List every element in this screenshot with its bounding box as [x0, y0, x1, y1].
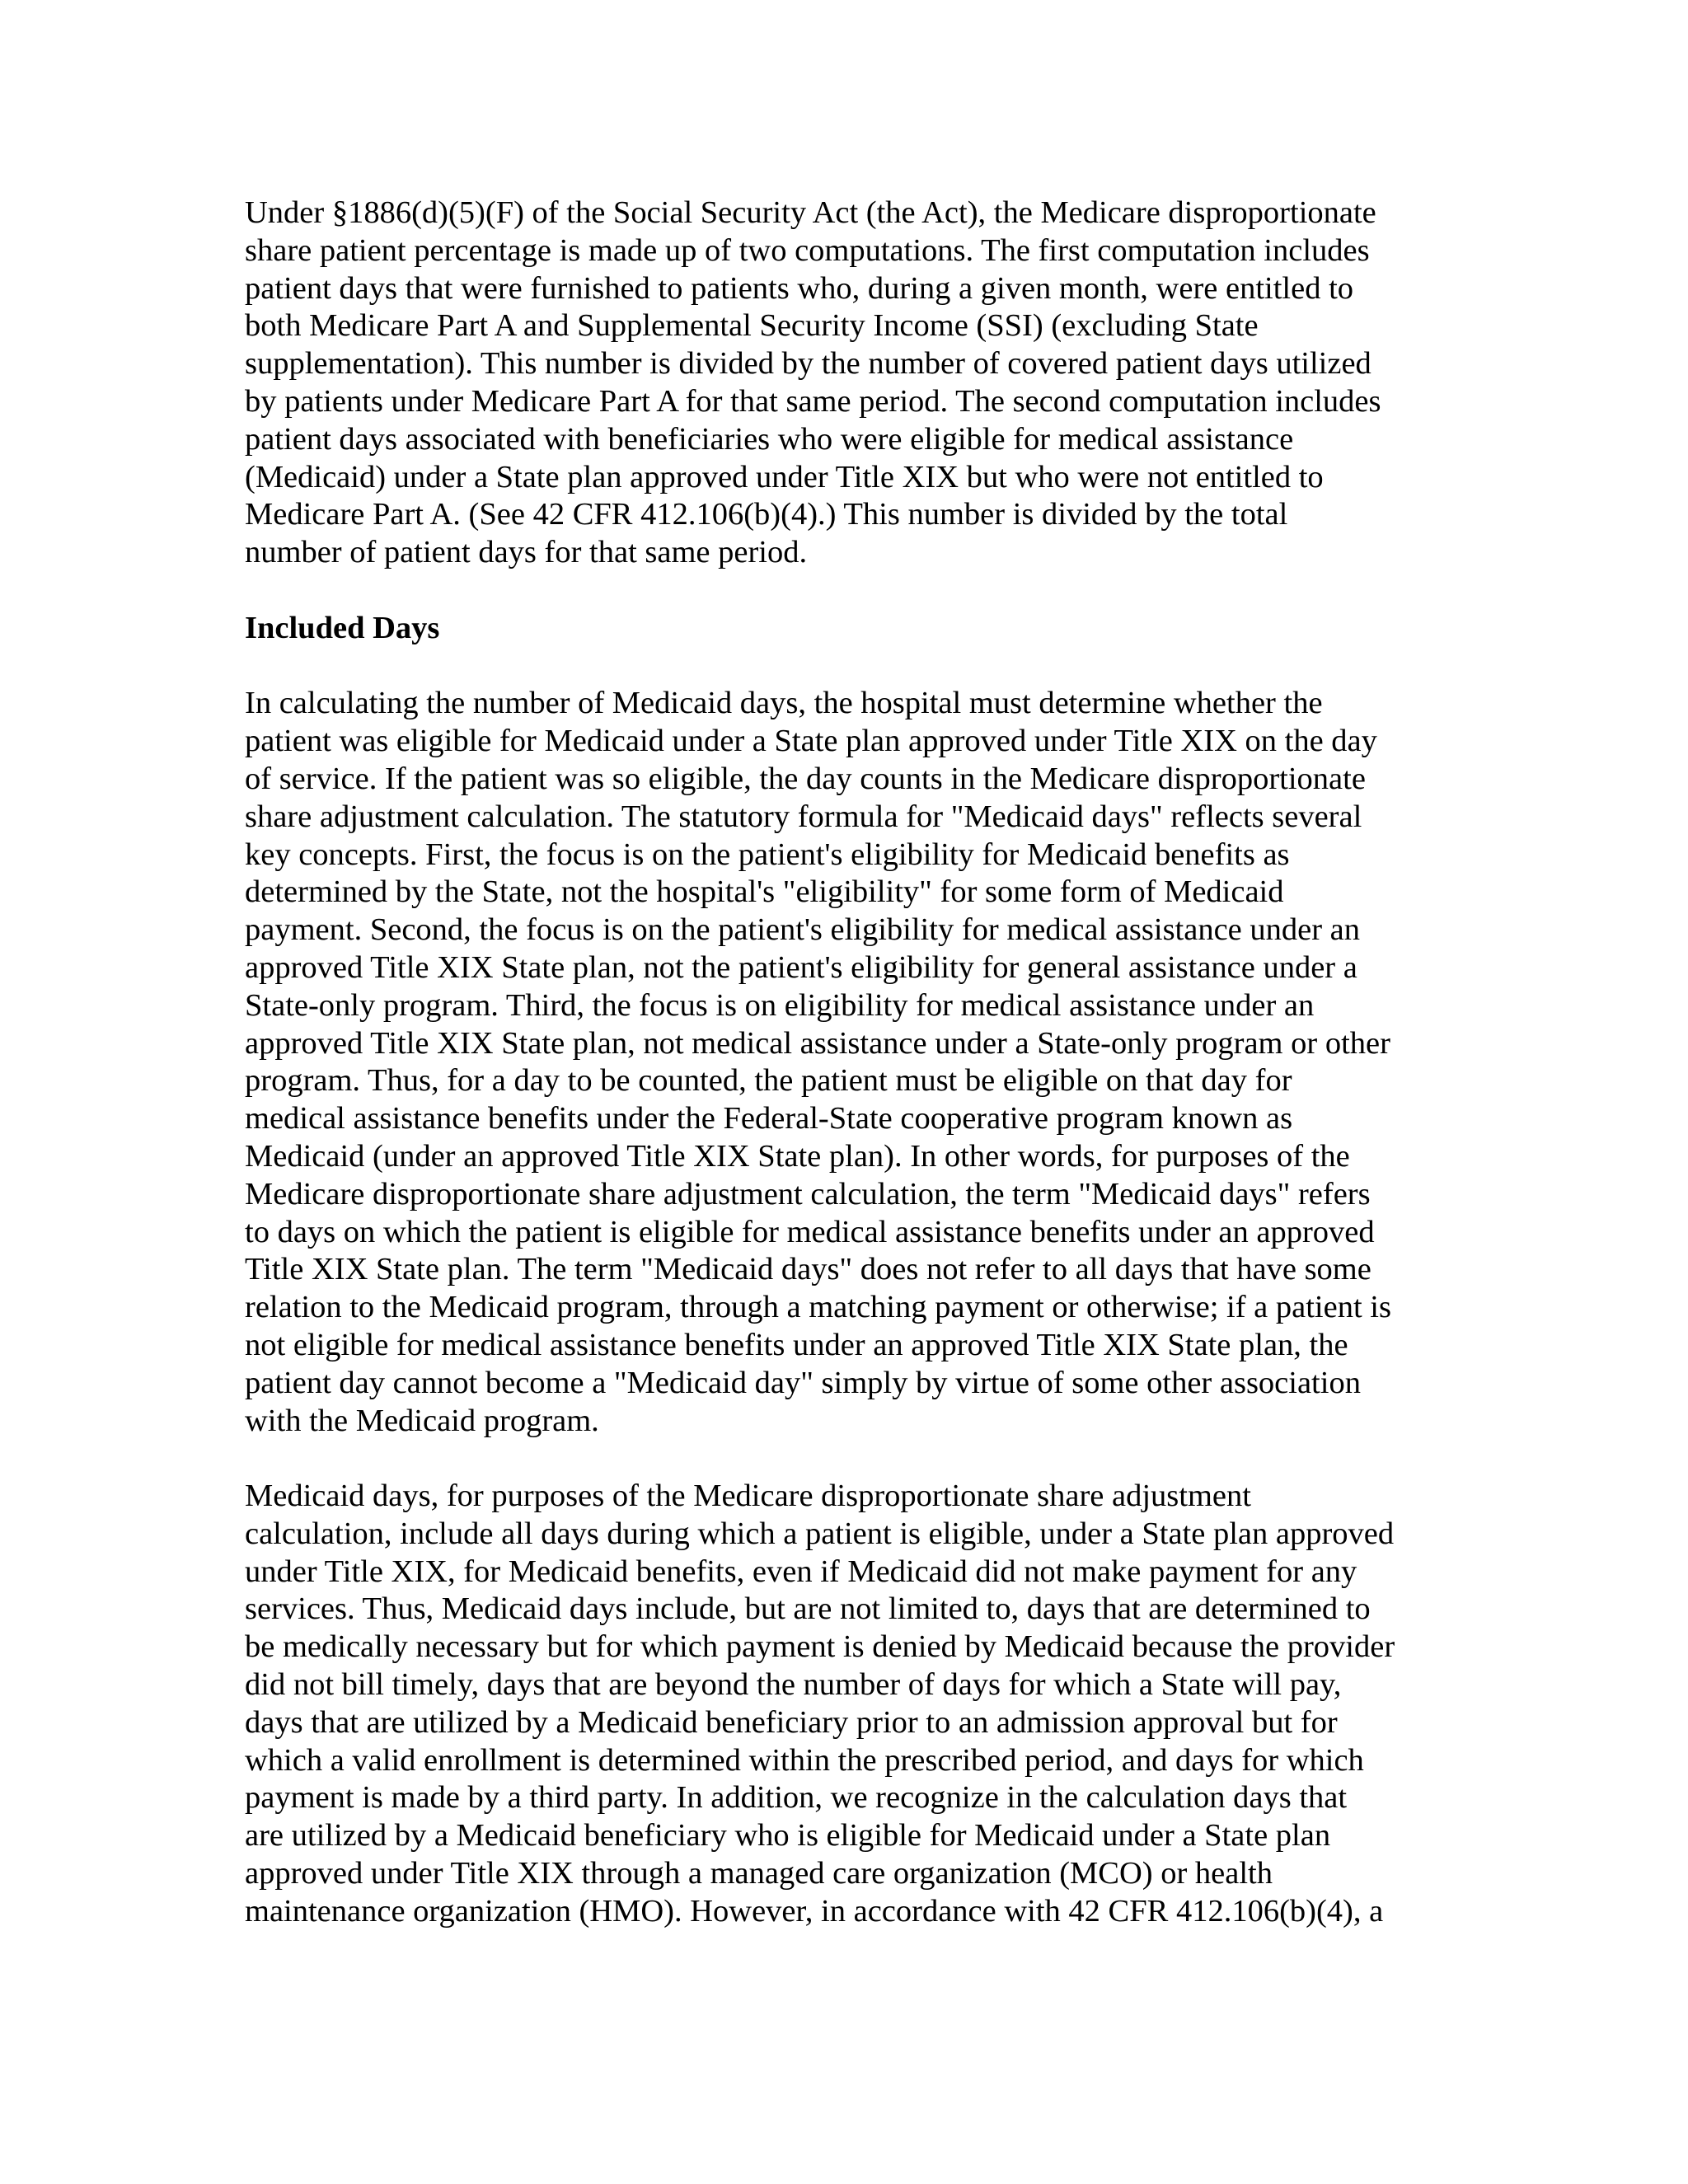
paragraph-line: are utilized by a Medicaid beneficiary who is eligible for Medicaid under a State plan — [245, 1818, 1331, 1854]
paragraph-line: of service. If the patient was so eligible, the day counts in the Medicare disproportionate — [245, 761, 1366, 796]
paragraph-line: key concepts. First, the focus is on the patient's eligibility for Medicaid benefits as — [245, 837, 1290, 872]
paragraph-line: under Title XIX, for Medicaid benefits, even if Medicaid did not make payment for any — [245, 1554, 1357, 1589]
paragraph-line: patient was eligible for Medicaid under a State plan approved under Title XIX on the day — [245, 724, 1377, 759]
paragraph-spacer — [245, 1440, 1432, 1478]
paragraph-line: medical assistance benefits under the Federal-State cooperative program known as — [245, 1101, 1293, 1137]
paragraph-line: Medicare disproportionate share adjustment calculation, the term "Medicaid days" refers — [245, 1176, 1371, 1212]
intro-line: supplementation). This number is divided by the number of covered patient days utilized — [245, 346, 1372, 382]
document-body — [245, 194, 1432, 1931]
paragraph-line: payment. Second, the focus is on the patient's eligibility for medical assistance under an — [245, 912, 1361, 948]
paragraph-line: payment is made by a third party. In addition, we recognize in the calculation days that — [245, 1780, 1348, 1816]
paragraph-line: approved Title XIX State plan, not medical assistance under a State-only program or other — [245, 1025, 1390, 1061]
section-heading: Included Days — [245, 610, 440, 645]
intro-line: patient days that were furnished to patients who, during a given month, were entitled to — [245, 270, 1354, 306]
intro-line: share patient percentage is made up of two computations. The first computation includes — [245, 232, 1370, 268]
paragraph-line: share adjustment calculation. The statutory formula for "Medicaid days" reflects several — [245, 799, 1362, 834]
paragraph-line: days that are utilized by a Medicaid beneficiary prior to an admission approval but for — [245, 1704, 1338, 1740]
paragraph-line: patient day cannot become a "Medicaid day" simply by virtue of some other association — [245, 1365, 1361, 1400]
paragraph-line: be medically necessary but for which payment is denied by Medicaid because the provider — [245, 1629, 1395, 1665]
intro-line: (Medicaid) under a State plan approved under Title XIX but who were not entitled to — [245, 459, 1324, 494]
paragraph-line: maintenance organization (HMO). However, in accordance with 42 CFR 412.106(b)(4), a — [245, 1893, 1384, 1929]
paragraph-line: to days on which the patient is eligible for medical assistance benefits under an approved — [245, 1214, 1375, 1249]
paragraph-line: Title XIX State plan. The term "Medicaid days" does not refer to all days that have some — [245, 1252, 1372, 1287]
included-days-paragraph-2 — [245, 1478, 1432, 1931]
intro-line: both Medicare Part A and Supplemental Security Income (SSI) (excluding State — [245, 308, 1259, 344]
paragraph-spacer — [245, 572, 1432, 610]
intro-line: Medicare Part A. (See 42 CFR 412.106(b)(4).) This number is divided by the total — [245, 497, 1288, 532]
paragraph-line: with the Medicaid program. — [245, 1403, 599, 1438]
paragraph-line: Medicaid (under an approved Title XIX State plan). In other words, for purposes of the — [245, 1138, 1350, 1174]
paragraph-line: not eligible for medical assistance benefits under an approved Title XIX State plan, the — [245, 1327, 1348, 1362]
paragraph-spacer — [245, 648, 1432, 686]
paragraph-line: calculation, include all days during which a patient is eligible, under a State plan approved — [245, 1516, 1395, 1551]
paragraph-line: approved under Title XIX through a managed care organization (MCO) or health — [245, 1856, 1273, 1891]
paragraph-line: approved Title XIX State plan, not the patient's eligibility for general assistance under a — [245, 949, 1357, 985]
intro-line: Under §1886(d)(5)(F) of the Social Security Act (the Act), the Medicare disproportionate — [245, 195, 1376, 230]
paragraph-line: determined by the State, not the hospital's "eligibility" for some form of Medicaid — [245, 874, 1284, 910]
intro-line: by patients under Medicare Part A for that same period. The second computation includes — [245, 383, 1381, 419]
paragraph-line: which a valid enrollment is determined within the prescribed period, and days for which — [245, 1742, 1364, 1778]
paragraph-line: In calculating the number of Medicaid days, the hospital must determine whether the — [245, 686, 1323, 721]
paragraph-line: services. Thus, Medicaid days include, but are not limited to, days that are determined to — [245, 1591, 1371, 1627]
intro-line: patient days associated with beneficiaries who were eligible for medical assistance — [245, 421, 1294, 457]
intro-paragraph — [245, 194, 1432, 572]
paragraph-line: relation to the Medicaid program, through a matching payment or otherwise; if a patient is — [245, 1290, 1391, 1325]
paragraph-line: Medicaid days, for purposes of the Medicare disproportionate share adjustment — [245, 1479, 1251, 1514]
paragraph-line: program. Thus, for a day to be counted, the patient must be eligible on that day for — [245, 1063, 1292, 1099]
paragraph-line: did not bill timely, days that are beyond the number of days for which a State will pay, — [245, 1667, 1342, 1703]
included-days-paragraph-1 — [245, 685, 1432, 1440]
intro-line: number of patient days for that same period. — [245, 535, 808, 570]
paragraph-line: State-only program. Third, the focus is on eligibility for medical assistance under an — [245, 987, 1315, 1023]
